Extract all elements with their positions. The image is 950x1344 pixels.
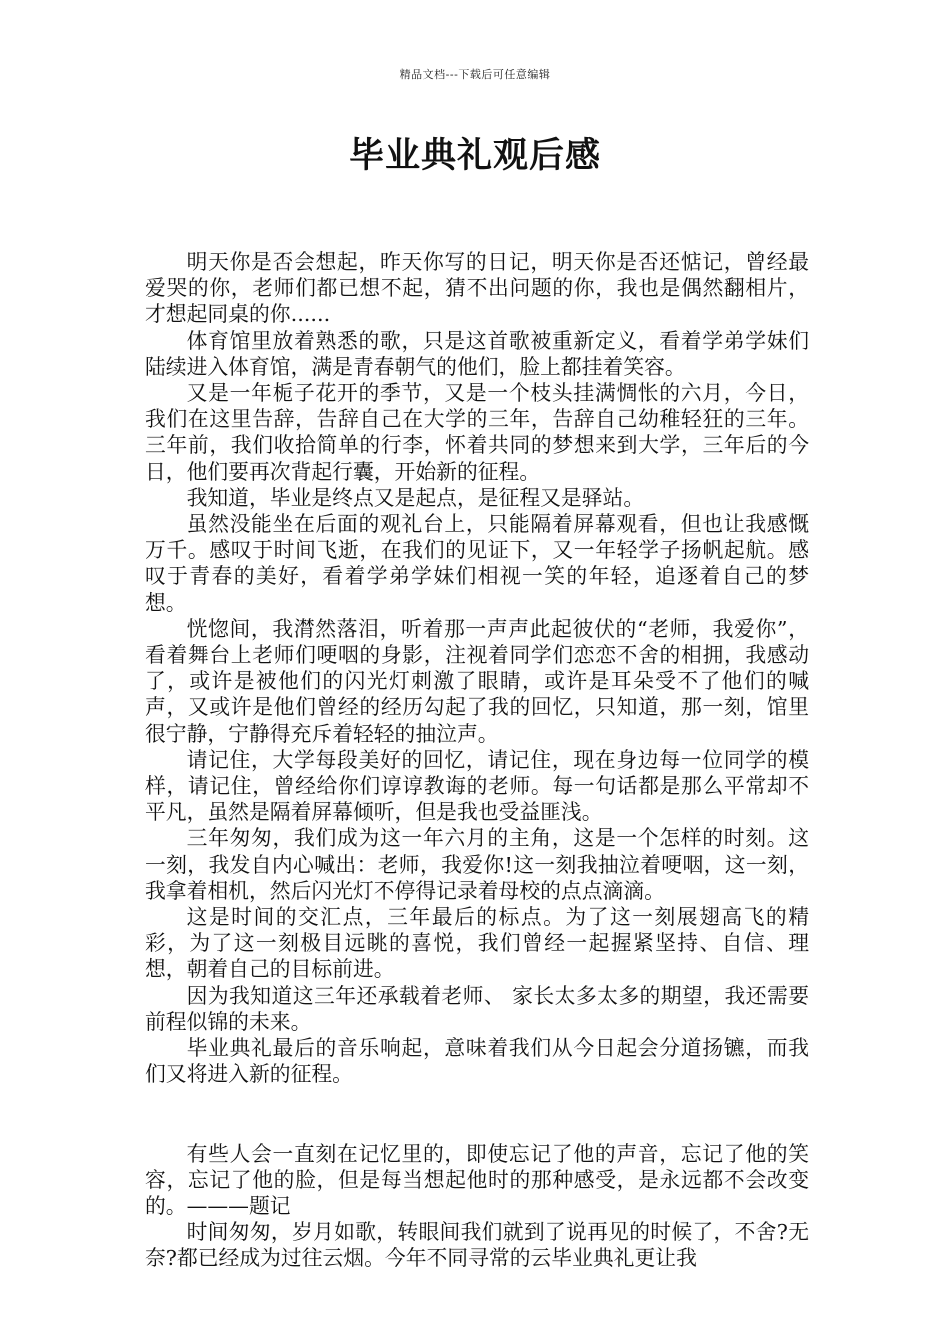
header-note: 精品文档---下载后可任意编辑 bbox=[399, 68, 551, 81]
paragraph-5: 虽然没能坐在后面的观礼台上，只能隔着屏幕观看，但也让我感慨万千。感叹于时间飞逝，在我们的见证下，又一年轻学子扬帆起航。感叹于青春的美好，看着学弟学妹们相视一笑的年轻，追逐着自己的梦想。 bbox=[145, 512, 809, 615]
paragraph-1: 明天你是否会想起，昨天你写的日记，明天你是否还惦记，曾经最爱哭的你，老师们都已想不起，猜不出问题的你，我也是偶然翻相片，才想起同桌的你...... bbox=[145, 250, 809, 327]
paragraph-7: 请记住，大学每段美好的回忆，请记住，现在身边每一位同学的模样，请记住，曾经给你们谆谆教诲的老师。每一句话都是那么平常却不平凡，虽然是隔着屏幕倾听，但是我也受益匪浅。 bbox=[145, 747, 809, 825]
paragraph-10: 因为我知道这三年还承载着老师、 家长太多太多的期望，我还需要前程似锦的未来。 bbox=[145, 983, 809, 1034]
paragraph-6: 恍惚间，我潸然落泪，听着那一声声此起彼伏的“老师，我爱你”，看着舞台上老师们哽咽的身影，注视着同学们恋恋不舍的相拥，我感动了，或许是被他们的闪光灯刺激了眼睛，或许是耳朵受不了他们的喊声，又或许是他们曾经的经历勾起了我的回忆，只知道，那一刻，馆里很宁静，宁静得充斥着轻轻的抽泣声。 bbox=[145, 616, 809, 746]
paragraph-9: 这是时间的交汇点，三年最后的标点。为了这一刻展翅高飞的精彩，为了这一刻极目远眺的喜悦，我们曾经一起握紧坚持、自信、理想，朝着自己的目标前进。 bbox=[145, 905, 809, 982]
essay-body bbox=[145, 249, 809, 1272]
section-gap bbox=[145, 1088, 809, 1141]
document-title: 毕业典礼观后感 bbox=[348, 136, 601, 176]
paragraph-11: 毕业典礼最后的音乐响起，意味着我们从今日起会分道扬镳，而我们又将进入新的征程。 bbox=[145, 1036, 809, 1087]
paragraph-3: 又是一年栀子花开的季节，又是一个枝头挂满惆怅的六月，今日，我们在这里告辞，告辞自己在大学的三年，告辞自己幼稚轻狂的三年。三年前，我们收拾简单的行李，怀着共同的梦想来到大学，三年后的今日，他们要再次背起行囊，开始新的征程。 bbox=[145, 381, 809, 484]
paragraph-13: 时间匆匆，岁月如歌，转眼间我们就到了说再见的时候了，不舍?无奈?都已经成为过往云烟。今年不同寻常的云毕业典礼更让我 bbox=[145, 1220, 809, 1271]
epigraph-paragraph: 有些人会一直刻在记忆里的，即使忘记了他的声音，忘记了他的笑容，忘记了他的脸，但是每当想起他时的那种感受，是永远都不会改变的。———题记 bbox=[145, 1141, 809, 1218]
paragraph-8: 三年匆匆，我们成为这一年六月的主角，这是一个怎样的时刻。这一刻，我发自内心喊出：老师，我爱你!这一刻我抽泣着哽咽，这一刻，我拿着相机，然后闪光灯不停得记录着母校的点点滴滴。 bbox=[145, 826, 809, 903]
paragraph-4: 我知道，毕业是终点又是起点，是征程又是驿站。 bbox=[186, 485, 645, 510]
paragraph-2: 体育馆里放着熟悉的歌，只是这首歌被重新定义，看着学弟学妹们陆续进入体育馆，满是青春朝气的他们，脸上都挂着笑容。 bbox=[145, 328, 809, 379]
